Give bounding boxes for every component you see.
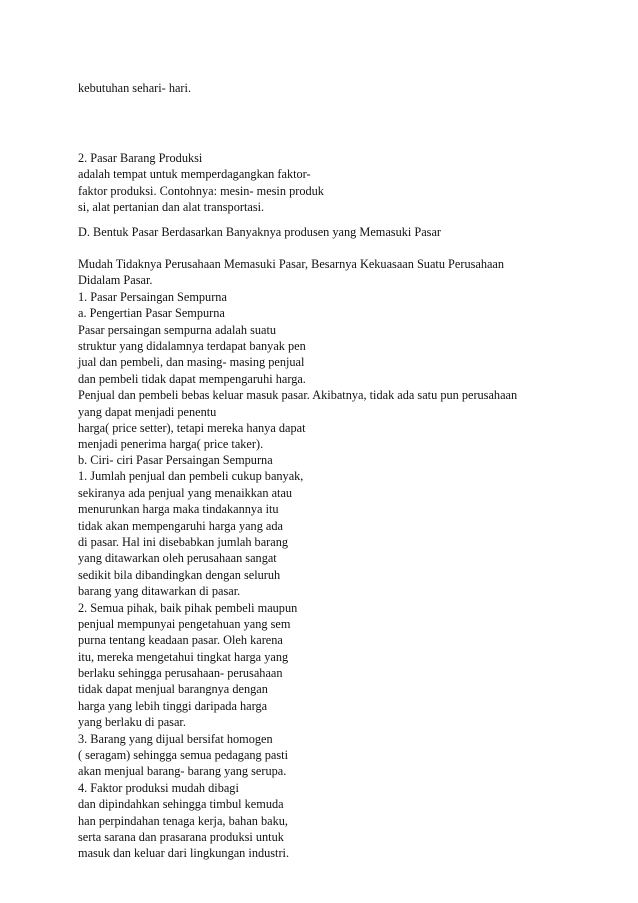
section-heading: D. Bentuk Pasar Berdasarkan Banyaknya produsen yang Memasuki Pasar [78, 225, 442, 239]
text-line: yang berlaku di pasar. [78, 715, 186, 730]
text-line: yang ditawarkan oleh perusahaan sangat [78, 551, 277, 566]
text-line: harga yang lebih tinggi daripada harga [78, 698, 268, 713]
text-line: akan menjual barang- barang yang serupa. [78, 764, 287, 779]
text-line: masuk dan keluar dari lingkungan industri. [78, 846, 290, 861]
top-fragment-paragraph [78, 80, 578, 96]
text-line: harga( price setter), tetapi mereka hanya dapat [78, 420, 306, 435]
section-heading: b. Ciri- ciri Pasar Persaingan Sempurna [78, 453, 273, 467]
text-line: menjadi penerima harga( price taker). [78, 437, 264, 452]
text-line: Penjual dan pembeli bebas keluar masuk pasar. Akibatnya, tidak ada satu pun perusahaan [78, 388, 518, 403]
text-line: Mudah Tidaknya Perusahaan Memasuki Pasar, Besarnya Kekuasaan Suatu Perusahaan [78, 257, 505, 271]
text-line: dan pembeli tidak dapat mempengaruhi harga. [78, 371, 306, 386]
text-line: tidak akan mempengaruhi harga yang ada [78, 518, 283, 533]
text-line: itu, mereka mengetahui tingkat harga yang [78, 649, 289, 664]
text-line: dan dipindahkan sehingga timbul kemuda [78, 797, 284, 812]
text-line: han perpindahan tenaga kerja, bahan baku, [78, 813, 288, 828]
section-2-paragraph [78, 150, 578, 216]
text-line: 3. Barang yang dijual bersifat homogen [78, 731, 273, 746]
text-line: 1. Jumlah penjual dan pembeli cukup banyak, [78, 469, 304, 484]
text-line: 2. Semua pihak, baik pihak pembeli maupun [78, 600, 298, 615]
text-line: penjual mempunyai pengetahuan yang sem [78, 616, 291, 631]
text-line: faktor produksi. Contohnya: mesin- mesin produk [78, 183, 324, 198]
text-line: purna tentang keadaan pasar. Oleh karena [78, 633, 283, 648]
text-line: menurunkan harga maka tindakannya itu [78, 502, 279, 517]
text-line: si, alat pertanian dan alat transportasi. [78, 200, 265, 215]
text-line: adalah tempat untuk memperdagangkan faktor- [78, 167, 311, 182]
section-b-paragraph [78, 452, 578, 862]
text-line: di pasar. Hal ini disebabkan jumlah barang [78, 534, 289, 549]
text-line: Pasar persaingan sempurna adalah suatu [78, 322, 277, 337]
text-line: serta sarana dan prasarana produksi untuk [78, 829, 284, 844]
text-line: barang yang ditawarkan di pasar. [78, 584, 241, 599]
text-line: 4. Faktor produksi mudah dibagi [78, 780, 239, 795]
text-line: 1. Pasar Persaingan Sempurna [78, 289, 227, 304]
text-line: 2. Pasar Barang Produksi [78, 151, 203, 165]
text-line: yang dapat menjadi penentu [78, 404, 217, 419]
text-line: Didalam Pasar. [78, 273, 153, 288]
text-line: ( seragam) sehingga semua pedagang pasti [78, 748, 288, 763]
section-d-heading [78, 224, 578, 240]
text-line: sedikit bila dibandingkan dengan seluruh [78, 567, 281, 582]
section-intro-paragraph [78, 256, 578, 453]
text-line: a. Pengertian Pasar Sempurna [78, 306, 225, 321]
text-line: struktur yang didalamnya terdapat banyak pen [78, 338, 306, 353]
text-line: berlaku sehingga perusahaan- perusahaan [78, 666, 283, 681]
text-line: tidak dapat menjual barangnya dengan [78, 682, 268, 697]
text-line: jual dan pembeli, dan masing- masing penjual [78, 355, 305, 370]
text-line: kebutuhan sehari- hari. [78, 81, 192, 95]
text-line: sekiranya ada penjual yang menaikkan atau [78, 485, 293, 500]
